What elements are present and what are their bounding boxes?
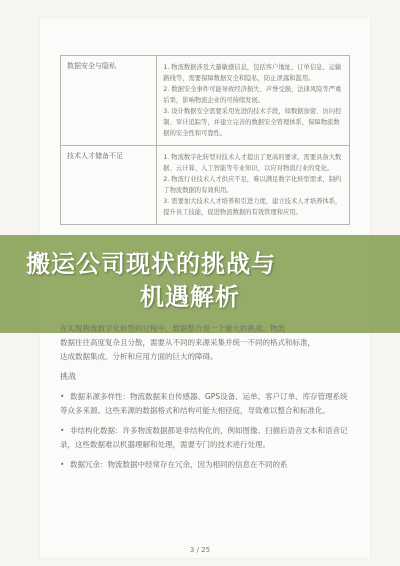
row-content: 1. 物流数字化转型对技术人才提出了更高的要求，需要具备大数据、云计算、人工智能等专业知识，以应对物流行业的变化。 2. 物流行业技术人才供应不足，难以满足数字化转型需求，制约了物流数据的有效利用。 3. 需要加大技术人才培养和引进力度，建立技术人才培养体系，提升员工技能，促进物流数据的有效管理和应用。 bbox=[163, 154, 342, 216]
table-cell-heading bbox=[61, 146, 157, 225]
table-row bbox=[61, 146, 350, 225]
overlay-title bbox=[26, 248, 386, 314]
body-text bbox=[60, 322, 352, 472]
bullet-item: • 数据冗余：物流数据中经常存在冗余，因为相同的信息在不同的系 bbox=[60, 458, 352, 472]
row-heading: 数据安全与隐私 bbox=[67, 62, 116, 70]
intro-paragraph-line: 数据往往高度复杂且分散，需要从不同的来源采集并统一不同的格式和标准， bbox=[60, 338, 315, 347]
content-table bbox=[60, 55, 350, 225]
table-row bbox=[61, 56, 350, 146]
intro-paragraph-line: 达成数据集成、分析和应用方面的巨大的障碍。 bbox=[60, 352, 218, 361]
title-line-1: 搬运公司现状的挑战与 bbox=[26, 250, 276, 278]
intro-paragraph-line: 在实现物流数字化转型的过程中，数据整合是一个重大的挑战。物流 bbox=[60, 324, 285, 333]
table-cell-content bbox=[157, 146, 350, 225]
table-cell-heading bbox=[61, 56, 157, 146]
section-heading: 挑战 bbox=[60, 372, 76, 381]
row-heading: 技术人才储备不足 bbox=[67, 152, 123, 160]
row-content: 1. 物流数据涉及大量敏感信息，包括客户地址、订单信息、运输路线等，需要保障数据安全和隐私，防止泄露和滥用。 2. 数据安全事件可能导致经济损失、声誉受损、法律风险等严重后果，影响物流企业的可持续发展。 3. 设计数据安全需要采用先进的技术手段，如数据加密、访问控制、审计追踪等，并建立完善的数据安全管理体系，保障物流数据的安全性和可靠性。 bbox=[163, 64, 342, 137]
bullet-item: • 非结构化数据：许多物流数据都是非结构化的，例如图像、扫描后语音文本和语音记录，这些数据难以机器理解和处理，需要专门的技术进行处理。 bbox=[60, 424, 352, 452]
table-cell-content bbox=[157, 56, 350, 146]
page-number: 3 / 25 bbox=[189, 546, 211, 554]
title-line-2: 机遇解析 bbox=[140, 283, 240, 311]
bullet-item: • 数据来源多样性：物流数据来自传感器、GPS设备、运单、客户订单、库存管理系统等众多来源。这些来源的数据格式和结构可能大相径庭，导致难以整合和标准化。 bbox=[60, 390, 352, 418]
